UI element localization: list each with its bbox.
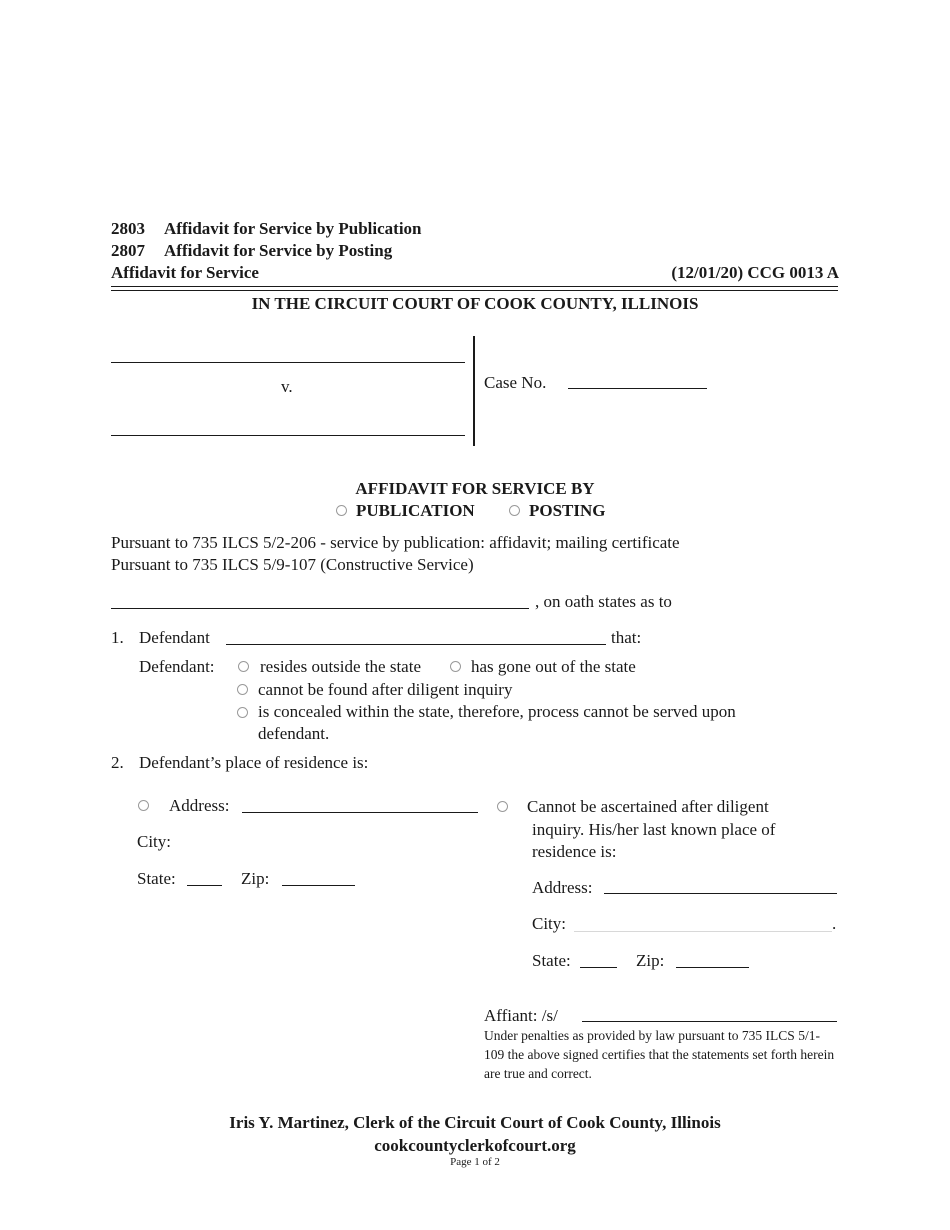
gone-out-radio[interactable] xyxy=(450,661,461,672)
last-known-zip-field[interactable] xyxy=(676,967,749,968)
pursuant-line-1: Pursuant to 735 ILCS 5/2-206 - service by publication: affidavit; mailing certificate xyxy=(111,533,680,552)
not-found-option: cannot be found after diligent inquiry xyxy=(258,680,513,699)
form-title-publication: Affidavit for Service by Publication xyxy=(164,219,422,238)
publication-radio[interactable] xyxy=(336,505,347,516)
affiant-label: Affiant: /s/ xyxy=(484,1006,558,1025)
header-divider-top xyxy=(111,286,838,287)
court-title: IN THE CIRCUIT COURT OF COOK COUNTY, ILLINOIS xyxy=(251,294,699,313)
form-code-2807: 2807 xyxy=(111,241,145,260)
item-1-label: Defendant xyxy=(139,628,210,647)
case-no-field[interactable] xyxy=(568,388,707,389)
defendant-status-label: Defendant: xyxy=(139,657,215,676)
clerk-name: Iris Y. Martinez, Clerk of the Circuit Court of Cook County, Illinois xyxy=(229,1113,721,1132)
outside-state-radio[interactable] xyxy=(238,661,249,672)
known-address-radio[interactable] xyxy=(138,800,149,811)
form-id: (12/01/20) CCG 0013 A xyxy=(671,263,839,282)
caption-divider xyxy=(473,336,475,446)
versus-text: v. xyxy=(281,377,293,396)
address-field[interactable] xyxy=(242,812,478,813)
state-label: State: xyxy=(137,869,176,888)
unknown-line-3: residence is: xyxy=(532,842,617,861)
posting-radio[interactable] xyxy=(509,505,520,516)
address-label: Address: xyxy=(169,796,230,815)
affiant-signature-field[interactable] xyxy=(582,1021,837,1022)
header-divider-bottom xyxy=(111,290,838,291)
item-2-label: Defendant’s place of residence is: xyxy=(139,753,369,772)
zip-field[interactable] xyxy=(282,885,355,886)
affidavit-title: AFFIDAVIT FOR SERVICE BY xyxy=(355,479,595,498)
last-known-city-field[interactable] xyxy=(574,931,832,932)
form-category: Affidavit for Service xyxy=(111,263,259,282)
certification-text: Under penalties as provided by law pursuant to 735 ILCS 5/1-109 the above signed certifies that the statements set forth herein are true and correct. xyxy=(484,1028,835,1081)
item-1-number: 1. xyxy=(111,628,124,647)
not-found-radio[interactable] xyxy=(237,684,248,695)
item-2-number: 2. xyxy=(111,753,124,772)
state-field[interactable] xyxy=(187,885,222,886)
case-no-label: Case No. xyxy=(484,373,547,392)
last-known-state-label: State: xyxy=(532,951,571,970)
publication-option: PUBLICATION xyxy=(356,501,475,520)
form-code-2803: 2803 xyxy=(111,219,145,238)
clerk-website: cookcountyclerkofcourt.org xyxy=(374,1136,576,1155)
unknown-address-radio[interactable] xyxy=(497,801,508,812)
gone-out-option: has gone out of the state xyxy=(471,657,636,676)
city-field-period: . xyxy=(832,914,837,933)
item-1-suffix: that: xyxy=(611,628,642,647)
unknown-line-1: Cannot be ascertained after diligent xyxy=(527,797,769,816)
city-label: City: xyxy=(137,832,172,851)
zip-label: Zip: xyxy=(241,869,270,888)
form-title-posting: Affidavit for Service by Posting xyxy=(164,241,393,260)
plaintiff-line[interactable] xyxy=(111,362,465,363)
posting-option: POSTING xyxy=(529,501,606,520)
concealed-option-continued: defendant. xyxy=(258,724,330,743)
concealed-option: is concealed within the state, therefore, process cannot be served upon xyxy=(258,702,736,721)
outside-state-option: resides outside the state xyxy=(260,657,421,676)
last-known-address-field[interactable] xyxy=(604,893,837,894)
concealed-radio[interactable] xyxy=(237,707,248,718)
last-known-state-field[interactable] xyxy=(580,967,617,968)
page-number: Page 1 of 2 xyxy=(450,1156,500,1168)
defendant-caption-line[interactable] xyxy=(111,435,465,436)
last-known-city-label: City: xyxy=(532,914,567,933)
last-known-zip-label: Zip: xyxy=(636,951,665,970)
affiant-name-field[interactable] xyxy=(111,608,529,609)
defendant-name-field[interactable] xyxy=(226,644,606,645)
unknown-line-2: inquiry. His/her last known place of xyxy=(532,820,776,839)
oath-text: , on oath states as to xyxy=(535,592,672,611)
pursuant-line-2: Pursuant to 735 ILCS 5/9-107 (Constructive Service) xyxy=(111,555,474,574)
last-known-address-label: Address: xyxy=(532,878,593,897)
